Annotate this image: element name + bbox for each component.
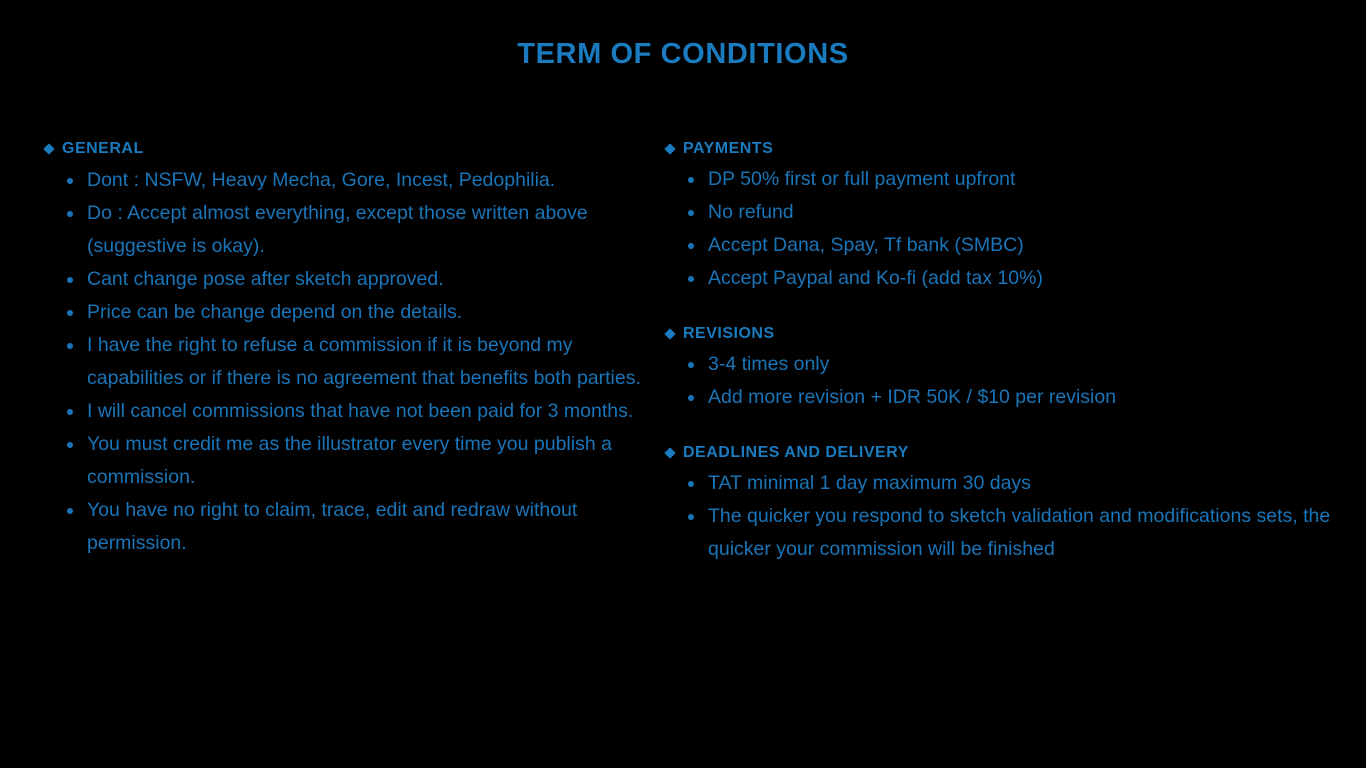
right-column — [666, 140, 1366, 566]
content-columns — [0, 140, 1366, 566]
section-revisions — [666, 325, 1366, 414]
diamond-bullet-icon — [664, 328, 675, 339]
list-item: Accept Dana, Spay, Tf bank (SMBC) — [684, 229, 1366, 262]
list-item: Dont : NSFW, Heavy Mecha, Gore, Incest, Pedophilia. — [63, 164, 666, 197]
list-revisions — [666, 348, 1366, 414]
diamond-bullet-icon — [664, 143, 675, 154]
list-item: TAT minimal 1 day maximum 30 days — [684, 467, 1366, 500]
list-item: I have the right to refuse a commission if it is beyond my capabilities or if there is no agreement that benefits both parties. — [63, 329, 666, 395]
list-item: The quicker you respond to sketch validation and modifications sets, the quicker your commission will be finished — [684, 500, 1366, 566]
list-item: Cant change pose after sketch approved. — [63, 263, 666, 296]
list-general — [45, 164, 666, 560]
list-item: I will cancel commissions that have not been paid for 3 months. — [63, 395, 666, 428]
section-deadlines-and-delivery — [666, 444, 1366, 566]
section-heading-label: REVISIONS — [683, 325, 775, 342]
section-spacer — [666, 317, 1366, 325]
section-general — [45, 140, 666, 560]
section-payments — [666, 140, 1366, 295]
section-heading-deadlines — [666, 444, 1366, 462]
list-item: 3-4 times only — [684, 348, 1366, 381]
section-heading-label: DEADLINES AND DELIVERY — [683, 444, 909, 461]
list-deadlines — [666, 467, 1366, 566]
section-heading-revisions — [666, 325, 1366, 343]
diamond-bullet-icon — [43, 143, 54, 154]
section-spacer — [666, 436, 1366, 444]
list-item: Do : Accept almost everything, except those written above (suggestive is okay). — [63, 197, 666, 263]
list-item: You have no right to claim, trace, edit and redraw without permission. — [63, 494, 666, 560]
list-item: Add more revision + IDR 50K / $10 per revision — [684, 381, 1366, 414]
section-heading-label: GENERAL — [62, 140, 144, 157]
list-item: Price can be change depend on the details. — [63, 296, 666, 329]
list-item: DP 50% first or full payment upfront — [684, 163, 1366, 196]
page-title: TERM OF CONDITIONS — [517, 38, 849, 70]
section-heading-payments — [666, 140, 1366, 158]
list-payments — [666, 163, 1366, 295]
section-heading-label: PAYMENTS — [683, 140, 774, 157]
section-heading-general — [45, 140, 666, 158]
list-item: No refund — [684, 196, 1366, 229]
diamond-bullet-icon — [664, 447, 675, 458]
list-item: Accept Paypal and Ko-fi (add tax 10%) — [684, 262, 1366, 295]
left-column — [0, 140, 666, 560]
list-item: You must credit me as the illustrator every time you publish a commission. — [63, 428, 666, 494]
